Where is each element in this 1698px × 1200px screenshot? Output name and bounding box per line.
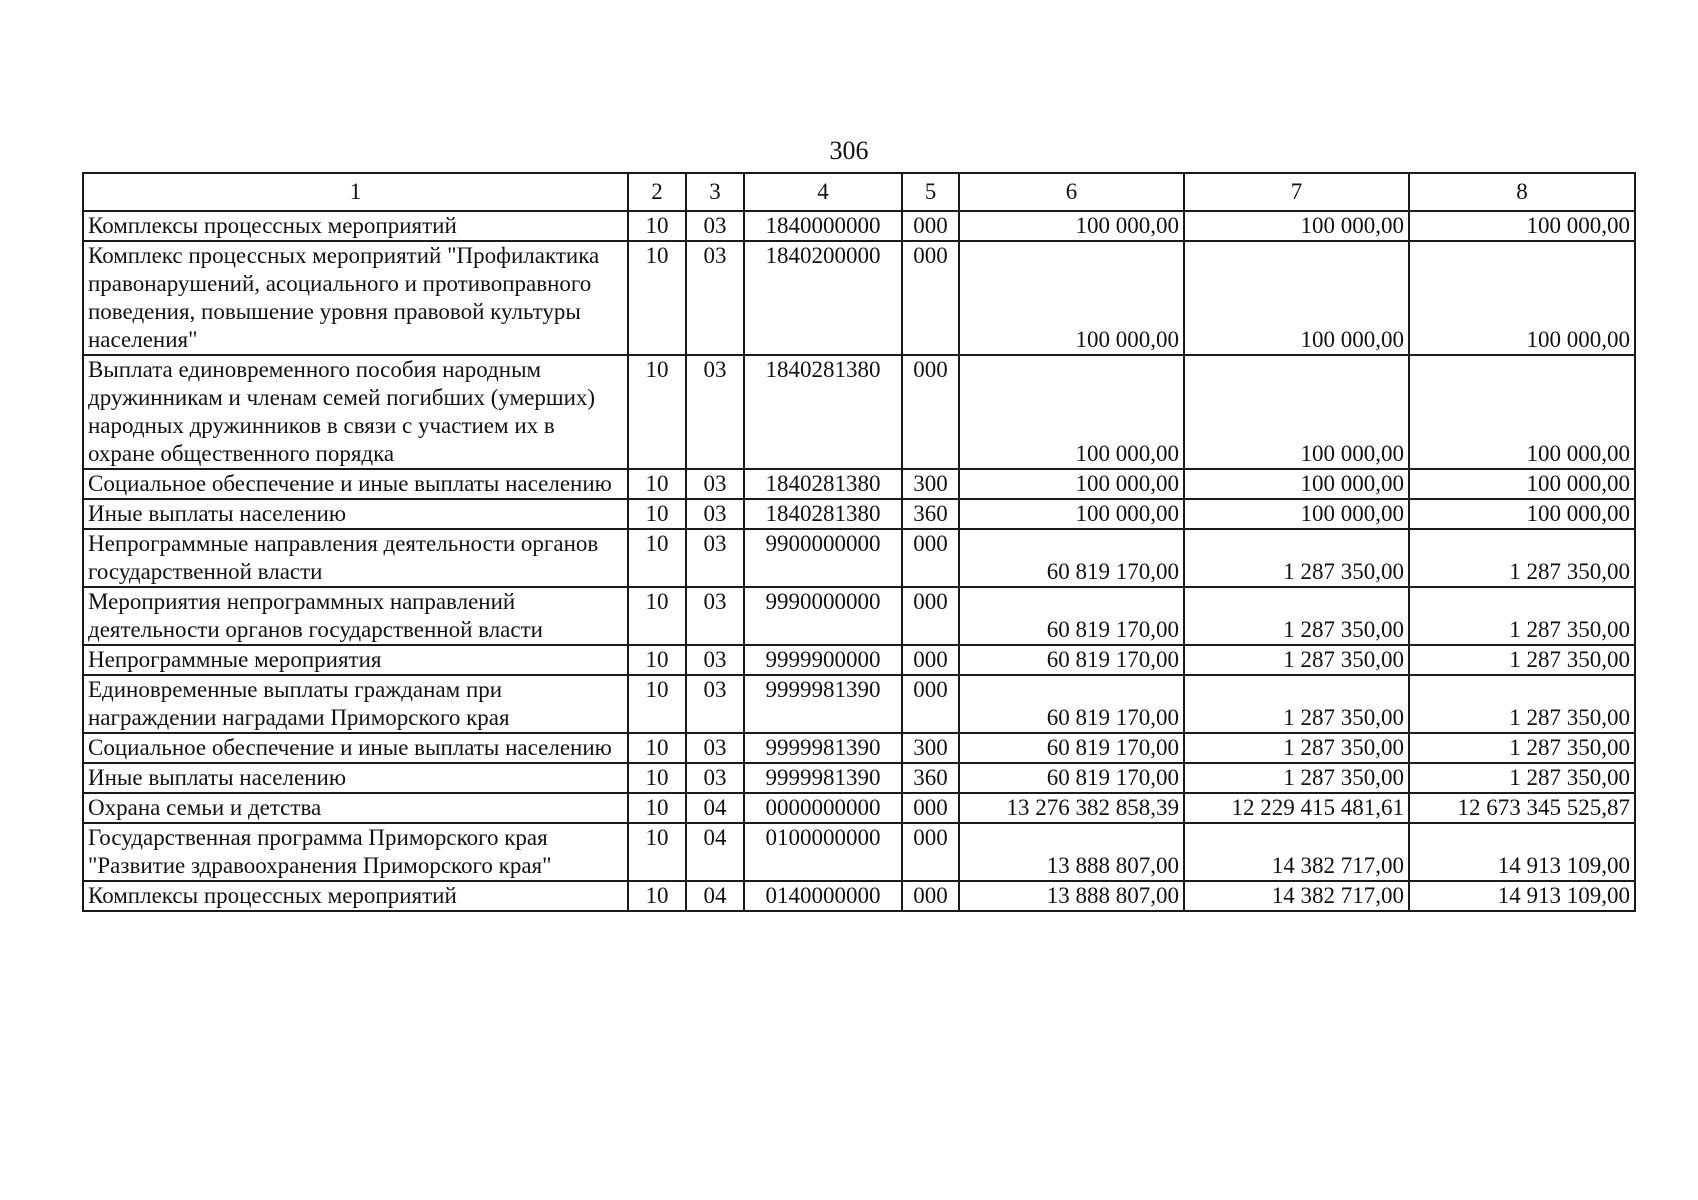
column-header: 4	[744, 173, 902, 211]
amount-col-8-cell: 1 287 350,00	[1409, 763, 1635, 793]
amount-col-7-cell: 12 229 415 481,61	[1184, 793, 1409, 823]
row-name-cell: Выплата единовременного пособия народным дружинникам и членам семей погибших (умерших) народных дружинников в связи с участием их в охране общественного порядка	[83, 355, 628, 469]
table-row	[83, 211, 1635, 241]
subsection-code-cell: 03	[686, 499, 744, 529]
amount-col-6-cell: 60 819 170,00	[959, 529, 1184, 587]
amount-col-7-cell: 14 382 717,00	[1184, 823, 1409, 881]
section-code-cell: 10	[628, 211, 686, 241]
amount-col-6-cell: 60 819 170,00	[959, 763, 1184, 793]
target-article-cell: 1840281380	[744, 355, 902, 469]
table-row	[83, 529, 1635, 587]
expense-type-cell: 000	[902, 529, 959, 587]
amount-col-6-cell: 100 000,00	[959, 469, 1184, 499]
column-header: 8	[1409, 173, 1635, 211]
table-row	[83, 733, 1635, 763]
amount-col-6-cell: 60 819 170,00	[959, 587, 1184, 645]
section-code-cell: 10	[628, 823, 686, 881]
amount-col-6-cell: 100 000,00	[959, 241, 1184, 355]
table-row	[83, 469, 1635, 499]
target-article-cell: 9999981390	[744, 763, 902, 793]
subsection-code-cell: 04	[686, 823, 744, 881]
subsection-code-cell: 03	[686, 355, 744, 469]
subsection-code-cell: 03	[686, 587, 744, 645]
amount-col-7-cell: 1 287 350,00	[1184, 733, 1409, 763]
row-name-cell: Социальное обеспечение и иные выплаты населению	[83, 469, 628, 499]
target-article-cell: 1840281380	[744, 469, 902, 499]
amount-col-6-cell: 100 000,00	[959, 355, 1184, 469]
expense-type-cell: 000	[902, 881, 959, 911]
amount-col-6-cell: 13 888 807,00	[959, 823, 1184, 881]
column-header: 3	[686, 173, 744, 211]
amount-col-8-cell: 100 000,00	[1409, 499, 1635, 529]
amount-col-8-cell: 1 287 350,00	[1409, 733, 1635, 763]
subsection-code-cell: 03	[686, 763, 744, 793]
amount-col-8-cell: 12 673 345 525,87	[1409, 793, 1635, 823]
amount-col-7-cell: 100 000,00	[1184, 499, 1409, 529]
amount-col-6-cell: 60 819 170,00	[959, 733, 1184, 763]
expense-type-cell: 360	[902, 499, 959, 529]
amount-col-6-cell: 13 276 382 858,39	[959, 793, 1184, 823]
row-name-cell: Иные выплаты населению	[83, 763, 628, 793]
target-article-cell: 1840200000	[744, 241, 902, 355]
target-article-cell: 9999900000	[744, 645, 902, 675]
expense-type-cell: 000	[902, 793, 959, 823]
amount-col-7-cell: 1 287 350,00	[1184, 587, 1409, 645]
section-code-cell: 10	[628, 763, 686, 793]
amount-col-8-cell: 100 000,00	[1409, 211, 1635, 241]
expense-type-cell: 000	[902, 587, 959, 645]
section-code-cell: 10	[628, 881, 686, 911]
page-number: 306	[829, 136, 869, 165]
table-row	[83, 355, 1635, 469]
amount-col-8-cell: 1 287 350,00	[1409, 587, 1635, 645]
expense-type-cell: 000	[902, 823, 959, 881]
amount-col-8-cell: 1 287 350,00	[1409, 529, 1635, 587]
table-row	[83, 499, 1635, 529]
section-code-cell: 10	[628, 469, 686, 499]
amount-col-7-cell: 1 287 350,00	[1184, 529, 1409, 587]
amount-col-8-cell: 14 913 109,00	[1409, 823, 1635, 881]
target-article-cell: 1840281380	[744, 499, 902, 529]
row-name-cell: Непрограммные направления деятельности органов государственной власти	[83, 529, 628, 587]
section-code-cell: 10	[628, 355, 686, 469]
subsection-code-cell: 03	[686, 529, 744, 587]
section-code-cell: 10	[628, 733, 686, 763]
amount-col-7-cell: 100 000,00	[1184, 355, 1409, 469]
amount-col-8-cell: 1 287 350,00	[1409, 645, 1635, 675]
amount-col-6-cell: 13 888 807,00	[959, 881, 1184, 911]
amount-col-8-cell: 100 000,00	[1409, 355, 1635, 469]
amount-col-6-cell: 100 000,00	[959, 499, 1184, 529]
column-header: 7	[1184, 173, 1409, 211]
expense-type-cell: 000	[902, 355, 959, 469]
amount-col-7-cell: 100 000,00	[1184, 211, 1409, 241]
section-code-cell: 10	[628, 793, 686, 823]
section-code-cell: 10	[628, 529, 686, 587]
table-header-row	[83, 173, 1635, 211]
row-name-cell: Социальное обеспечение и иные выплаты населению	[83, 733, 628, 763]
column-header: 5	[902, 173, 959, 211]
column-header: 6	[959, 173, 1184, 211]
table-row	[83, 763, 1635, 793]
expense-type-cell: 360	[902, 763, 959, 793]
target-article-cell: 9990000000	[744, 587, 902, 645]
amount-col-6-cell: 60 819 170,00	[959, 645, 1184, 675]
expense-type-cell: 000	[902, 675, 959, 733]
budget-table	[82, 172, 1636, 912]
target-article-cell: 9999981390	[744, 675, 902, 733]
target-article-cell: 0000000000	[744, 793, 902, 823]
table-row	[83, 793, 1635, 823]
expense-type-cell: 000	[902, 211, 959, 241]
amount-col-7-cell: 1 287 350,00	[1184, 675, 1409, 733]
target-article-cell: 1840000000	[744, 211, 902, 241]
expense-type-cell: 300	[902, 733, 959, 763]
target-article-cell: 0100000000	[744, 823, 902, 881]
amount-col-6-cell: 100 000,00	[959, 211, 1184, 241]
row-name-cell: Иные выплаты населению	[83, 499, 628, 529]
row-name-cell: Государственная программа Приморского края "Развитие здравоохранения Приморского края"	[83, 823, 628, 881]
subsection-code-cell: 03	[686, 241, 744, 355]
amount-col-7-cell: 1 287 350,00	[1184, 645, 1409, 675]
table-row	[83, 881, 1635, 911]
subsection-code-cell: 03	[686, 645, 744, 675]
row-name-cell: Комплексы процессных мероприятий	[83, 881, 628, 911]
target-article-cell: 9999981390	[744, 733, 902, 763]
section-code-cell: 10	[628, 675, 686, 733]
table-row	[83, 241, 1635, 355]
amount-col-7-cell: 100 000,00	[1184, 469, 1409, 499]
amount-col-8-cell: 1 287 350,00	[1409, 675, 1635, 733]
section-code-cell: 10	[628, 499, 686, 529]
expense-type-cell: 000	[902, 645, 959, 675]
amount-col-8-cell: 14 913 109,00	[1409, 881, 1635, 911]
row-name-cell: Единовременные выплаты гражданам при награждении наградами Приморского края	[83, 675, 628, 733]
subsection-code-cell: 04	[686, 793, 744, 823]
target-article-cell: 0140000000	[744, 881, 902, 911]
amount-col-7-cell: 1 287 350,00	[1184, 763, 1409, 793]
subsection-code-cell: 03	[686, 733, 744, 763]
expense-type-cell: 000	[902, 241, 959, 355]
table-row	[83, 823, 1635, 881]
subsection-code-cell: 03	[686, 675, 744, 733]
amount-col-6-cell: 60 819 170,00	[959, 675, 1184, 733]
row-name-cell: Непрограммные мероприятия	[83, 645, 628, 675]
amount-col-7-cell: 14 382 717,00	[1184, 881, 1409, 911]
subsection-code-cell: 04	[686, 881, 744, 911]
table-row	[83, 587, 1635, 645]
section-code-cell: 10	[628, 241, 686, 355]
section-code-cell: 10	[628, 587, 686, 645]
column-header: 1	[83, 173, 628, 211]
subsection-code-cell: 03	[686, 211, 744, 241]
row-name-cell: Комплекс процессных мероприятий "Профилактика правонарушений, асоциального и противоправного поведения, повышение уровня правовой культуры населения"	[83, 241, 628, 355]
row-name-cell: Мероприятия непрограммных направлений деятельности органов государственной власти	[83, 587, 628, 645]
expense-type-cell: 300	[902, 469, 959, 499]
table-row	[83, 675, 1635, 733]
section-code-cell: 10	[628, 645, 686, 675]
amount-col-8-cell: 100 000,00	[1409, 241, 1635, 355]
row-name-cell: Охрана семьи и детства	[83, 793, 628, 823]
table-row	[83, 645, 1635, 675]
target-article-cell: 9900000000	[744, 529, 902, 587]
subsection-code-cell: 03	[686, 469, 744, 499]
column-header: 2	[628, 173, 686, 211]
amount-col-8-cell: 100 000,00	[1409, 469, 1635, 499]
amount-col-7-cell: 100 000,00	[1184, 241, 1409, 355]
row-name-cell: Комплексы процессных мероприятий	[83, 211, 628, 241]
